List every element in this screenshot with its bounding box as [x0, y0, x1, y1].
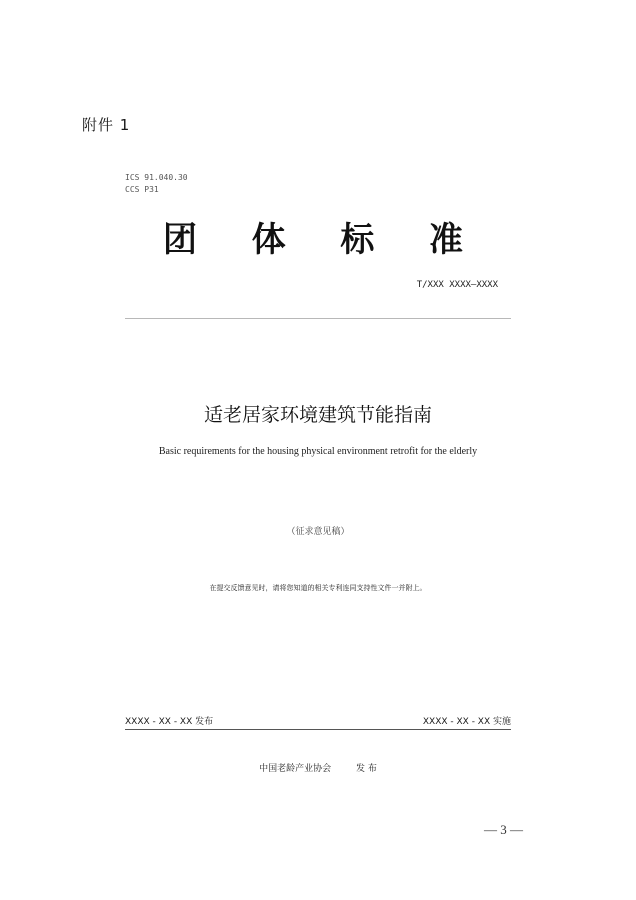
ics-code: ICS 91.040.30	[125, 173, 188, 182]
standard-type-char: 体	[251, 220, 286, 260]
standard-type-title	[163, 212, 463, 261]
implement-date: XXXX - XX - XX 实施	[422, 717, 511, 727]
top-divider	[125, 318, 511, 319]
bottom-divider	[125, 729, 511, 730]
publisher-org: 中国老龄产业协会	[259, 764, 332, 774]
document-subtitle: Basic requirements for the housing physical environment retrofit for the elderly	[158, 446, 478, 457]
patent-notice: 在提交反馈意见时，请将您知道的相关专利连同支持性文件一并附上。	[209, 584, 427, 592]
standard-number: T/XXX XXXX—XXXX	[416, 280, 498, 290]
page-number: — 3 —	[484, 822, 523, 837]
draft-label: （征求意见稿）	[286, 527, 350, 537]
document-title: 适老居家环境建筑节能指南	[203, 404, 432, 426]
publisher-line	[0, 761, 636, 774]
publisher-action: 发 布	[356, 764, 377, 774]
attachment-label: 附件 1	[82, 116, 131, 134]
standard-type-char: 团	[163, 220, 197, 260]
ccs-code: CCS P31	[125, 185, 159, 194]
standard-type-char: 准	[428, 220, 463, 260]
publish-date: XXXX - XX - XX 发布	[125, 717, 214, 727]
standard-type-char: 标	[340, 220, 375, 260]
